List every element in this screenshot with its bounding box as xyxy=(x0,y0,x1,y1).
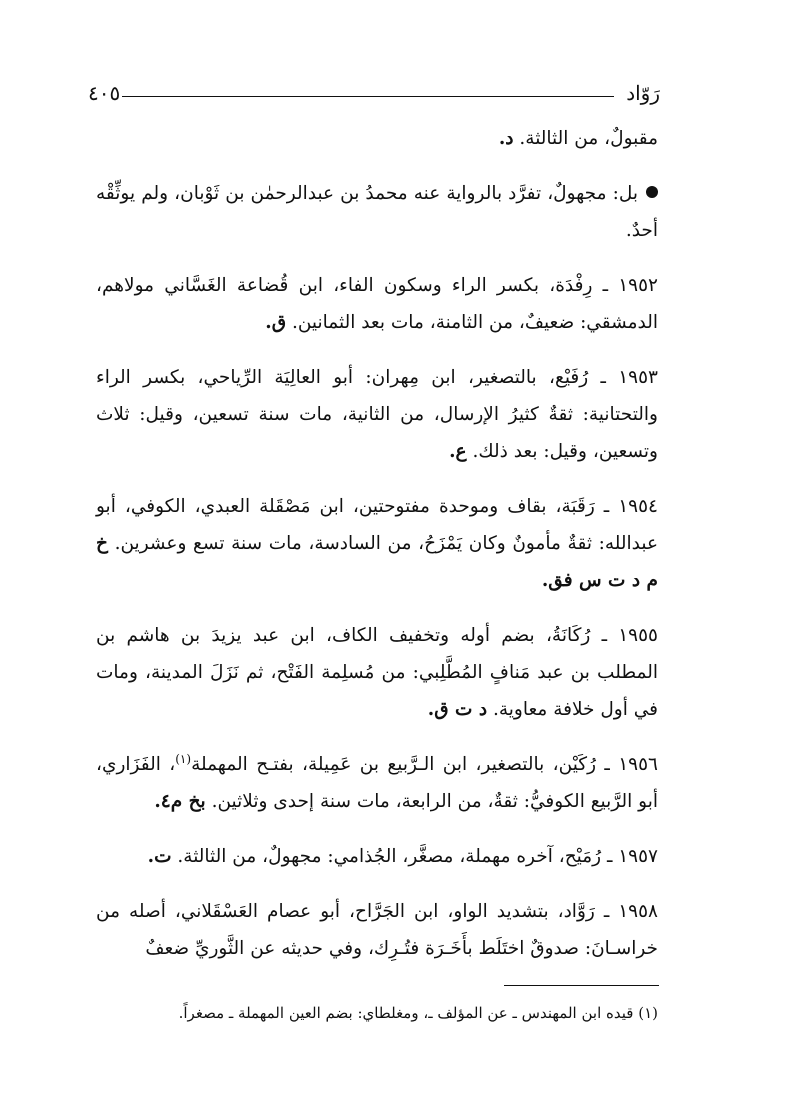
entry-text: ١٩٥٥ ـ رُكَانَةُ، بضم أوله وتخفيف الكاف، ابن عبد يزيدَ بن هاشم بن المطلب بن عبد مَنافٍ المُطَّلِبي: من مُسلِمة الفَتْح، ثم نَزَلَ المدينة، ومات في أول خلافة معاوية. xyxy=(96,625,658,720)
editor-note-text: بل: مجهولٌ، تفرَّد بالرواية عنه محمدُ بن عبدالرحمٰن بن ثَوْبان، ولم يوثِّقْه أحدٌ. xyxy=(96,183,658,241)
entry-text: مقبولٌ، من الثالثة. xyxy=(519,128,658,149)
body-text xyxy=(96,120,658,985)
entry-sigla: د ت ق. xyxy=(427,699,488,720)
entry-text: ١٩٥٣ ـ رُفَيْع، بالتصغير، ابن مِهران: أبو العالِيَة الرِّياحي، بكسر الراء والتحتانية: ثقةٌ كثيرُ الإرسال، من الثانية، مات سنة تسعين، وقيل: ثلاث وتسعين، وقيل: بعد ذلك. xyxy=(96,367,658,462)
header-rule xyxy=(122,96,614,97)
footnote: (١) قيده ابن المهندس ـ عن المؤلف ـ، ومغلطاي: بضم العين المهملة ـ مصغراً. xyxy=(178,1004,658,1022)
entry-1957 xyxy=(96,838,658,875)
editor-note xyxy=(96,175,658,249)
entry-sigla: د. xyxy=(498,128,514,149)
entry-sigla: بخ م٤. xyxy=(154,791,206,812)
entry-text-cont: ، الفَزَاري، أبو الرَّبيع الكوفيُّ: ثقةٌ، من الرابعة، مات سنة إحدى وثلاثين. xyxy=(96,754,658,812)
entry-text: ١٩٥٨ ـ رَوَّاد، بتشديد الواو، ابن الجَرَّاح، أبو عصام العَسْقَلاني، أصله من خراسـانَ: صدوقٌ اختَلَط بأَخَـرَة فتُـرِك، وفي حديثه عن الثَّوريِّ ضعفٌ xyxy=(96,901,658,959)
entry-continuation xyxy=(96,120,658,157)
entry-1953 xyxy=(96,359,658,470)
running-header xyxy=(88,80,660,110)
entry-1958 xyxy=(96,893,658,967)
footnote-ref[interactable]: (١) xyxy=(175,751,192,766)
entry-1956 xyxy=(96,746,658,820)
bullet-icon xyxy=(646,186,658,198)
page-number: ٤٠٥ xyxy=(88,81,121,105)
running-title: رَوّاد xyxy=(626,81,660,105)
entry-sigla: ت. xyxy=(147,846,172,867)
entry-text: ١٩٥٤ ـ رَقَبَة، بقاف وموحدة مفتوحتين، ابن مَصْقَلة العبدي، الكوفي، أبو عبدالله: ثقةٌ مأمونٌ وكان يَمْزَحُ، من السادسة، مات سنة تسع وعشرين. xyxy=(96,496,658,554)
footnote-rule xyxy=(504,985,659,986)
entry-text: ١٩٥٧ ـ رُمَيْح، آخره مهملة، مصغَّر، الجُذامي: مجهولٌ، من الثالثة. xyxy=(177,846,658,867)
entry-1954 xyxy=(96,488,658,599)
entry-text: ١٩٥٢ ـ رِفْدَة، بكسر الراء وسكون الفاء، ابن قُضاعة الغَسَّاني مولاهم، الدمشقي: ضعيفٌ، من الثامنة، مات بعد الثمانين. xyxy=(96,275,658,333)
entry-text: ١٩٥٦ ـ رُكَيْن، بالتصغير، ابن الـرَّبيع بن عَمِيلة، بفتـح المهملة xyxy=(191,754,658,775)
entry-sigla: ع. xyxy=(449,441,467,462)
entry-1952 xyxy=(96,267,658,341)
entry-sigla: خ م د ت س فق. xyxy=(96,533,658,591)
entry-1955 xyxy=(96,617,658,728)
entry-sigla: ق. xyxy=(265,312,287,333)
